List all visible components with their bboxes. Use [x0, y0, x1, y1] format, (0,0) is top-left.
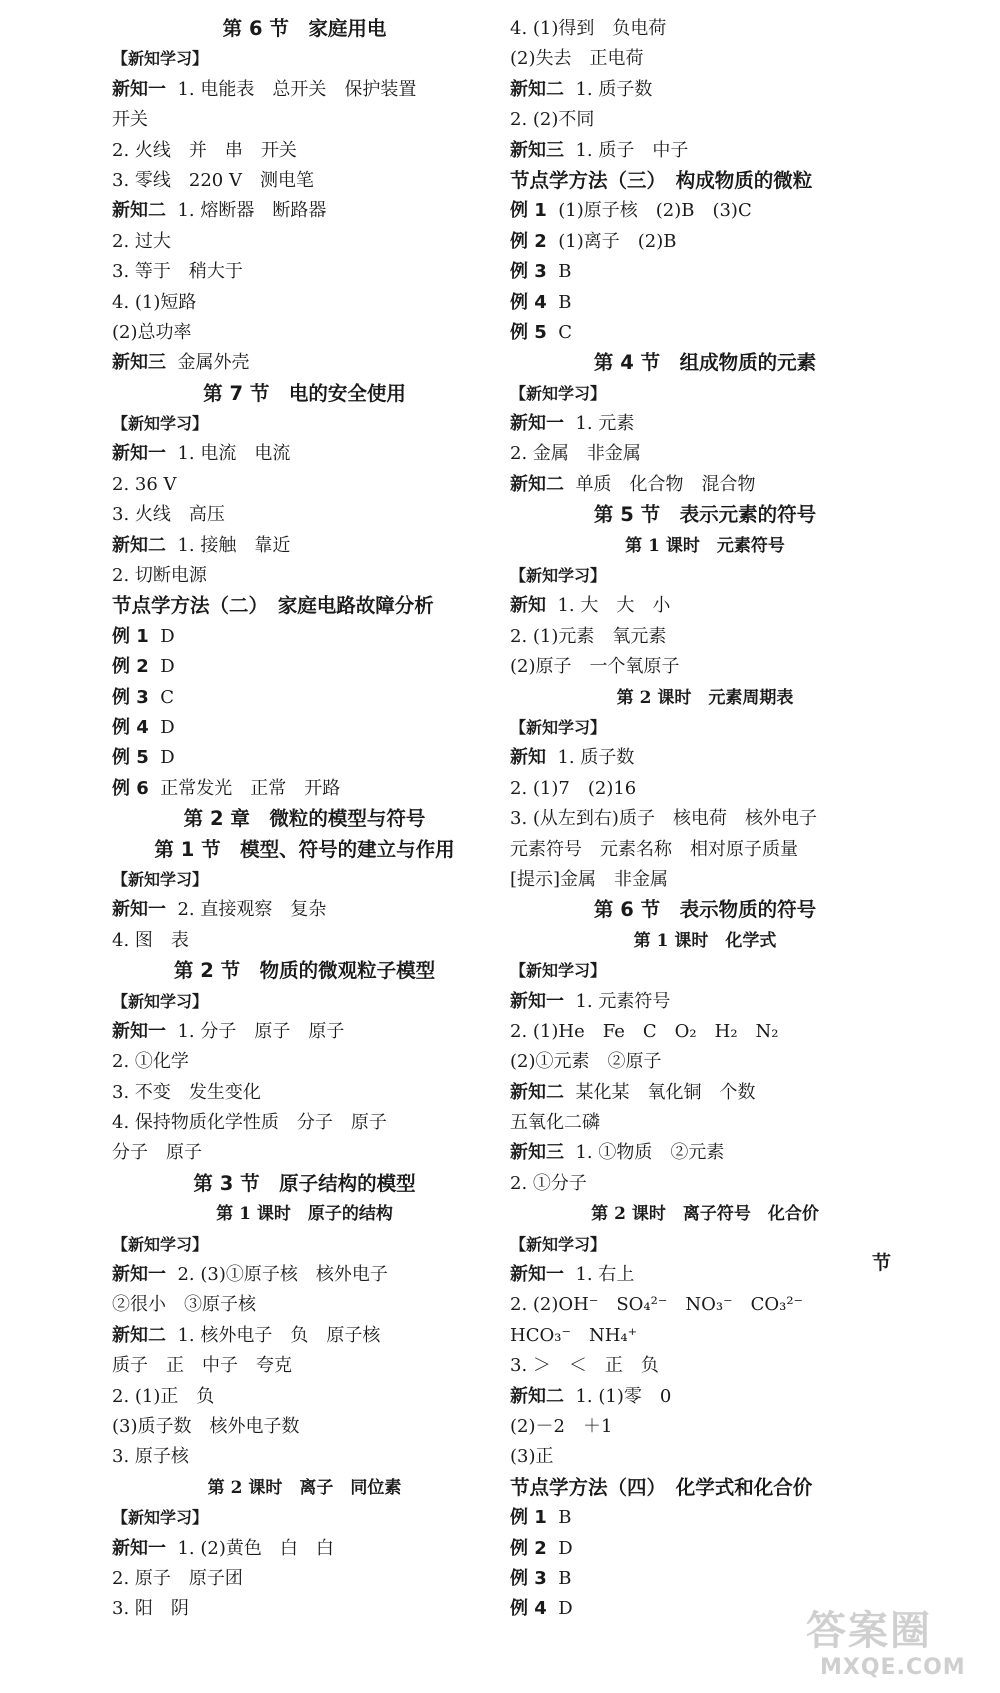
answer-text: 4. (1)得到 负电荷 [510, 18, 667, 39]
answer-line [510, 1138, 900, 1168]
answer-line [510, 804, 900, 834]
answer-text: 2. (1)He Fe C O₂ H₂ N₂ [510, 1020, 779, 1042]
answer-label: 新知二 [112, 200, 166, 222]
answer-text: 1. 元素符号 [564, 990, 671, 1012]
answer-label: 例 6 [112, 777, 149, 799]
answer-line [112, 1382, 497, 1412]
new-knowledge-tag [510, 1230, 900, 1260]
answer-text: 节点学方法（二） 家庭电路故障分析 [112, 594, 434, 618]
answer-line [510, 1169, 900, 1199]
new-knowledge-tag [112, 987, 497, 1017]
example-answer-line [510, 257, 900, 287]
answer-column-right [510, 14, 900, 1625]
answer-line [112, 348, 497, 378]
answer-label: 新知一 [510, 413, 564, 435]
answer-text: [提示]金属 非金属 [510, 868, 669, 890]
answer-line [112, 196, 497, 226]
new-knowledge-tag [112, 409, 497, 439]
answer-line [112, 1412, 497, 1442]
answer-text: 1. ①物质 ②元素 [564, 1142, 725, 1164]
section-heading [510, 348, 900, 378]
lesson-heading [510, 926, 900, 956]
answer-line [510, 1078, 900, 1108]
answer-text: 单质 化合物 混合物 [564, 473, 756, 495]
answer-label: 新知一 [112, 443, 166, 465]
answer-line [112, 1138, 497, 1168]
answer-line [112, 1047, 497, 1077]
answer-text: C [148, 686, 175, 708]
section-heading [112, 591, 497, 621]
answer-line [510, 1382, 900, 1412]
answer-line [510, 44, 900, 74]
answer-text: 第 7 节 电的安全使用 [203, 381, 406, 405]
answer-line [112, 288, 497, 318]
answer-text: 【新知学习】 [510, 961, 607, 981]
answer-line [510, 987, 900, 1017]
example-answer-line [510, 1534, 900, 1564]
answer-label: 新知一 [112, 1020, 166, 1042]
example-answer-line [510, 227, 900, 257]
answer-text: 2. (1)元素 氧元素 [510, 625, 667, 647]
answer-text: 第 1 课时 化学式 [633, 930, 777, 951]
answer-text: 1. 电能表 总开关 保护装置 [166, 78, 417, 100]
answer-text: D [546, 1598, 573, 1620]
answer-text: B [546, 1507, 572, 1529]
answer-text: D [148, 747, 175, 769]
answer-line [112, 926, 497, 956]
answer-text: 3. 阳 阴 [112, 1598, 189, 1620]
answer-line [510, 652, 900, 682]
section-heading [510, 895, 900, 925]
answer-text: 【新知学习】 [510, 383, 607, 403]
answer-line [112, 561, 497, 591]
section-heading [510, 500, 900, 530]
answer-line [510, 835, 900, 865]
watermark-url: MXQE.COM [820, 1655, 966, 1680]
answer-label: 新知一 [112, 1537, 166, 1559]
cropped-heading-fragment: 节 [872, 1252, 892, 1274]
answer-text: 第 2 节 物质的微观粒子模型 [173, 959, 436, 983]
answer-text: 1. 大 大 小 [546, 595, 671, 617]
answer-text: 3. 不变 发生变化 [112, 1081, 261, 1103]
example-answer-line [510, 318, 900, 348]
answer-label: 例 1 [510, 1507, 547, 1529]
example-answer-line [112, 774, 497, 804]
answer-label: 新知二 [510, 473, 564, 495]
answer-text: 节点学方法（三） 构成物质的微粒 [510, 168, 813, 192]
answer-line [112, 1017, 497, 1047]
answer-text: 1. 质子 中子 [564, 139, 689, 161]
section-heading [510, 1473, 900, 1503]
section-heading [510, 166, 900, 196]
answer-label: 新知三 [510, 139, 564, 161]
answer-label: 新知二 [510, 78, 564, 100]
answer-text: 第 2 课时 离子 同位素 [207, 1477, 402, 1498]
answer-text: 3. 火线 高压 [112, 504, 225, 526]
section-heading [112, 379, 497, 409]
answer-text: 节点学方法（四） 化学式和化合价 [510, 1475, 813, 1499]
answer-text: 2. 火线 并 串 开关 [112, 139, 297, 161]
answer-label: 新知三 [510, 1142, 564, 1164]
example-answer-line [510, 288, 900, 318]
answer-line [112, 531, 497, 561]
answer-line [510, 75, 900, 105]
section-heading [112, 835, 497, 865]
lesson-heading [112, 1199, 497, 1229]
answer-text: 【新知学习】 [510, 717, 607, 737]
answer-text: 1. 质子数 [546, 747, 635, 769]
answer-label: 新知三 [112, 352, 166, 374]
answer-line [112, 439, 497, 469]
new-knowledge-tag [112, 1503, 497, 1533]
answer-text: 3. ＞ ＜ 正 负 [510, 1355, 659, 1377]
answer-text: 2. 切断电源 [112, 565, 207, 587]
answer-line [112, 895, 497, 925]
answer-text: D [546, 1537, 573, 1559]
answer-text: 第 4 节 组成物质的元素 [593, 351, 817, 375]
lesson-heading [510, 683, 900, 713]
answer-text: 4. 保持物质化学性质 分子 原子 [112, 1112, 387, 1134]
answer-text: (2)①元素 ②原子 [510, 1051, 662, 1073]
answer-label: 例 3 [510, 261, 547, 283]
answer-text: 2. (2)OH⁻ SO₄²⁻ NO₃⁻ CO₃²⁻ [510, 1294, 804, 1316]
answer-text: 第 1 节 模型、符号的建立与作用 [154, 837, 455, 861]
answer-line [112, 1078, 497, 1108]
answer-line [510, 1290, 900, 1320]
answer-line [112, 1290, 497, 1320]
watermark-logo-text: 答案圈 [806, 1608, 932, 1654]
answer-text: 开关 [112, 109, 148, 131]
answer-text: 某化某 氧化铜 个数 [564, 1081, 756, 1103]
answer-text: 【新知学习】 [112, 1508, 209, 1528]
answer-text: 2. (2)不同 [510, 109, 595, 131]
answer-line [112, 227, 497, 257]
answer-text: 3. (从左到右)质子 核电荷 核外电子 [510, 808, 817, 830]
answer-label: 例 4 [510, 1598, 547, 1620]
answer-text: 3. 零线 220 V 测电笔 [112, 169, 314, 191]
answer-label: 例 1 [510, 200, 547, 222]
answer-column-left [112, 14, 497, 1625]
answer-text: (2)总功率 [112, 321, 192, 343]
section-heading [112, 804, 497, 834]
answer-text: 3. 原子核 [112, 1446, 189, 1468]
answer-line [112, 1108, 497, 1138]
lesson-heading [510, 1199, 900, 1229]
answer-line [510, 1442, 900, 1472]
answer-text: 4. (1)短路 [112, 291, 197, 313]
answer-text: 2. 原子 原子团 [112, 1567, 243, 1589]
section-heading [112, 1169, 497, 1199]
new-knowledge-tag [510, 561, 900, 591]
answer-label: 例 3 [510, 1567, 547, 1589]
answer-text: 2. (3)①原子核 核外电子 [166, 1264, 388, 1286]
answer-text: ②很小 ③原子核 [112, 1294, 256, 1316]
answer-line [510, 136, 900, 166]
answer-text: 【新知学习】 [112, 49, 209, 69]
answer-text: 3. 等于 稍大于 [112, 261, 243, 283]
answer-text: B [546, 261, 572, 283]
answer-label: 例 5 [112, 747, 149, 769]
answer-line [112, 257, 497, 287]
answer-label: 新知 [510, 747, 546, 769]
answer-line [510, 1017, 900, 1047]
example-answer-line [112, 622, 497, 652]
answer-text: (2)－2 ＋1 [510, 1415, 613, 1437]
answer-text: 1. 右上 [564, 1264, 635, 1286]
answer-line [112, 1321, 497, 1351]
answer-line [510, 470, 900, 500]
answer-line [510, 1047, 900, 1077]
answer-text: C [546, 321, 573, 343]
answer-line [510, 1108, 900, 1138]
answer-text: HCO₃⁻ NH₄⁺ [510, 1324, 638, 1346]
answer-text: 1. (2)黄色 白 白 [166, 1537, 334, 1559]
answer-line [112, 318, 497, 348]
answer-text: 第 5 节 表示元素的符号 [593, 503, 817, 527]
answer-line [510, 1321, 900, 1351]
answer-line [510, 622, 900, 652]
answer-text: B [546, 1567, 572, 1589]
answer-text: 第 2 课时 离子符号 化合价 [591, 1204, 819, 1225]
answer-line [112, 1534, 497, 1564]
answer-line [510, 105, 900, 135]
answer-text: 2. 直接观察 复杂 [166, 899, 327, 921]
answer-text: 1. 熔断器 断路器 [166, 200, 327, 222]
answer-text: 第 2 章 微粒的模型与符号 [183, 807, 426, 831]
answer-text: 第 1 课时 原子的结构 [216, 1204, 393, 1225]
answer-line [510, 743, 900, 773]
answer-text: 元素符号 元素名称 相对原子质量 [510, 838, 798, 860]
new-knowledge-tag [112, 1230, 497, 1260]
answer-text: 2. 36 V [112, 473, 177, 495]
lesson-heading [510, 531, 900, 561]
answer-label: 新知 [510, 595, 546, 617]
answer-label: 新知二 [112, 1324, 166, 1346]
answer-text: 2. ①分子 [510, 1172, 587, 1194]
answer-label: 例 1 [112, 625, 149, 647]
answer-label: 新知二 [112, 534, 166, 556]
example-answer-line [112, 683, 497, 713]
answer-line [112, 1442, 497, 1472]
answer-text: (3)正 [510, 1446, 554, 1468]
answer-line [112, 1564, 497, 1594]
answer-label: 例 5 [510, 321, 547, 343]
answer-label: 例 2 [510, 230, 547, 252]
answer-text: 4. 图 表 [112, 929, 189, 951]
answer-text: 【新知学习】 [112, 1234, 209, 1254]
answer-line [510, 14, 900, 44]
example-answer-line [510, 1564, 900, 1594]
answer-text: 1. 元素 [564, 413, 635, 435]
new-knowledge-tag [510, 713, 900, 743]
answer-line [112, 1594, 497, 1624]
answer-text: (2)失去 正电荷 [510, 48, 644, 70]
answer-line [112, 136, 497, 166]
answer-text: D [148, 716, 175, 738]
example-answer-line [112, 713, 497, 743]
answer-line [112, 1351, 497, 1381]
answer-text: 分子 原子 [112, 1142, 202, 1164]
example-answer-line [510, 1503, 900, 1533]
answer-text: D [148, 656, 175, 678]
answer-text: 【新知学习】 [112, 414, 209, 434]
answer-label: 新知一 [112, 78, 166, 100]
answer-text: 2. (1)正 负 [112, 1385, 215, 1407]
new-knowledge-tag [510, 379, 900, 409]
answer-line [112, 500, 497, 530]
answer-line [112, 470, 497, 500]
answer-text: 【新知学习】 [112, 991, 209, 1011]
answer-text: 质子 正 中子 夸克 [112, 1355, 292, 1377]
answer-label: 例 3 [112, 686, 149, 708]
answer-text: 1. 核外电子 负 原子核 [166, 1324, 381, 1346]
answer-line [510, 409, 900, 439]
answer-line [112, 105, 497, 135]
answer-text: (1)离子 (2)B [546, 230, 677, 252]
answer-line [510, 865, 900, 895]
answer-text: 1. 分子 原子 原子 [166, 1020, 345, 1042]
answer-label: 新知一 [510, 1264, 564, 1286]
answer-text: 【新知学习】 [510, 566, 607, 586]
answer-line [112, 75, 497, 105]
answer-line [510, 439, 900, 469]
answer-text: B [546, 291, 572, 313]
answer-text: 正常发光 正常 开路 [148, 777, 341, 799]
site-watermark [798, 1599, 988, 1687]
answer-text: 第 3 节 原子结构的模型 [193, 1171, 416, 1195]
answer-text: 第 2 课时 元素周期表 [616, 687, 794, 708]
answer-line [510, 1260, 900, 1290]
answer-text: 1. 电流 电流 [166, 443, 291, 465]
new-knowledge-tag [112, 44, 497, 74]
answer-line [112, 166, 497, 196]
answer-text: 金属外壳 [166, 352, 250, 374]
answer-text: 第 1 课时 元素符号 [625, 535, 785, 556]
answer-text: 1. 接触 靠近 [166, 534, 291, 556]
answer-text: 2. (1)7 (2)16 [510, 777, 637, 799]
answer-label: 新知二 [510, 1385, 564, 1407]
answer-line [112, 1260, 497, 1290]
answer-text: 【新知学习】 [112, 869, 209, 889]
answer-label: 新知一 [510, 990, 564, 1012]
section-heading [112, 956, 497, 986]
answer-text: 五氧化二磷 [510, 1112, 600, 1134]
new-knowledge-tag [510, 956, 900, 986]
answer-text: 1. 质子数 [564, 78, 653, 100]
answer-label: 例 4 [112, 716, 149, 738]
lesson-heading [112, 1473, 497, 1503]
answer-text: 2. 金属 非金属 [510, 443, 641, 465]
answer-label: 例 4 [510, 291, 547, 313]
example-answer-line [510, 196, 900, 226]
answer-text: 第 6 节 家庭用电 [222, 17, 387, 40]
answer-text: (3)质子数 核外电子数 [112, 1415, 300, 1437]
answer-line [510, 1351, 900, 1381]
answer-text: 2. 过大 [112, 230, 171, 252]
new-knowledge-tag [112, 865, 497, 895]
section-heading [112, 14, 497, 44]
answer-text: 2. ①化学 [112, 1051, 189, 1073]
answer-label: 例 2 [112, 656, 149, 678]
answer-line [510, 591, 900, 621]
example-answer-line [112, 652, 497, 682]
answer-text: D [148, 625, 175, 647]
answer-text: 第 6 节 表示物质的符号 [593, 898, 817, 922]
answer-label: 例 2 [510, 1537, 547, 1559]
answer-text: (1)原子核 (2)B (3)C [546, 200, 752, 222]
answer-label: 新知一 [112, 1264, 166, 1286]
answer-text: (2)原子 一个氧原子 [510, 656, 680, 678]
answer-label: 新知二 [510, 1081, 564, 1103]
answer-line [510, 1412, 900, 1442]
answer-text: 【新知学习】 [510, 1234, 607, 1254]
example-answer-line [112, 743, 497, 773]
answer-label: 新知一 [112, 899, 166, 921]
answer-text: 1. (1)零 0 [564, 1385, 672, 1407]
answer-line [510, 774, 900, 804]
